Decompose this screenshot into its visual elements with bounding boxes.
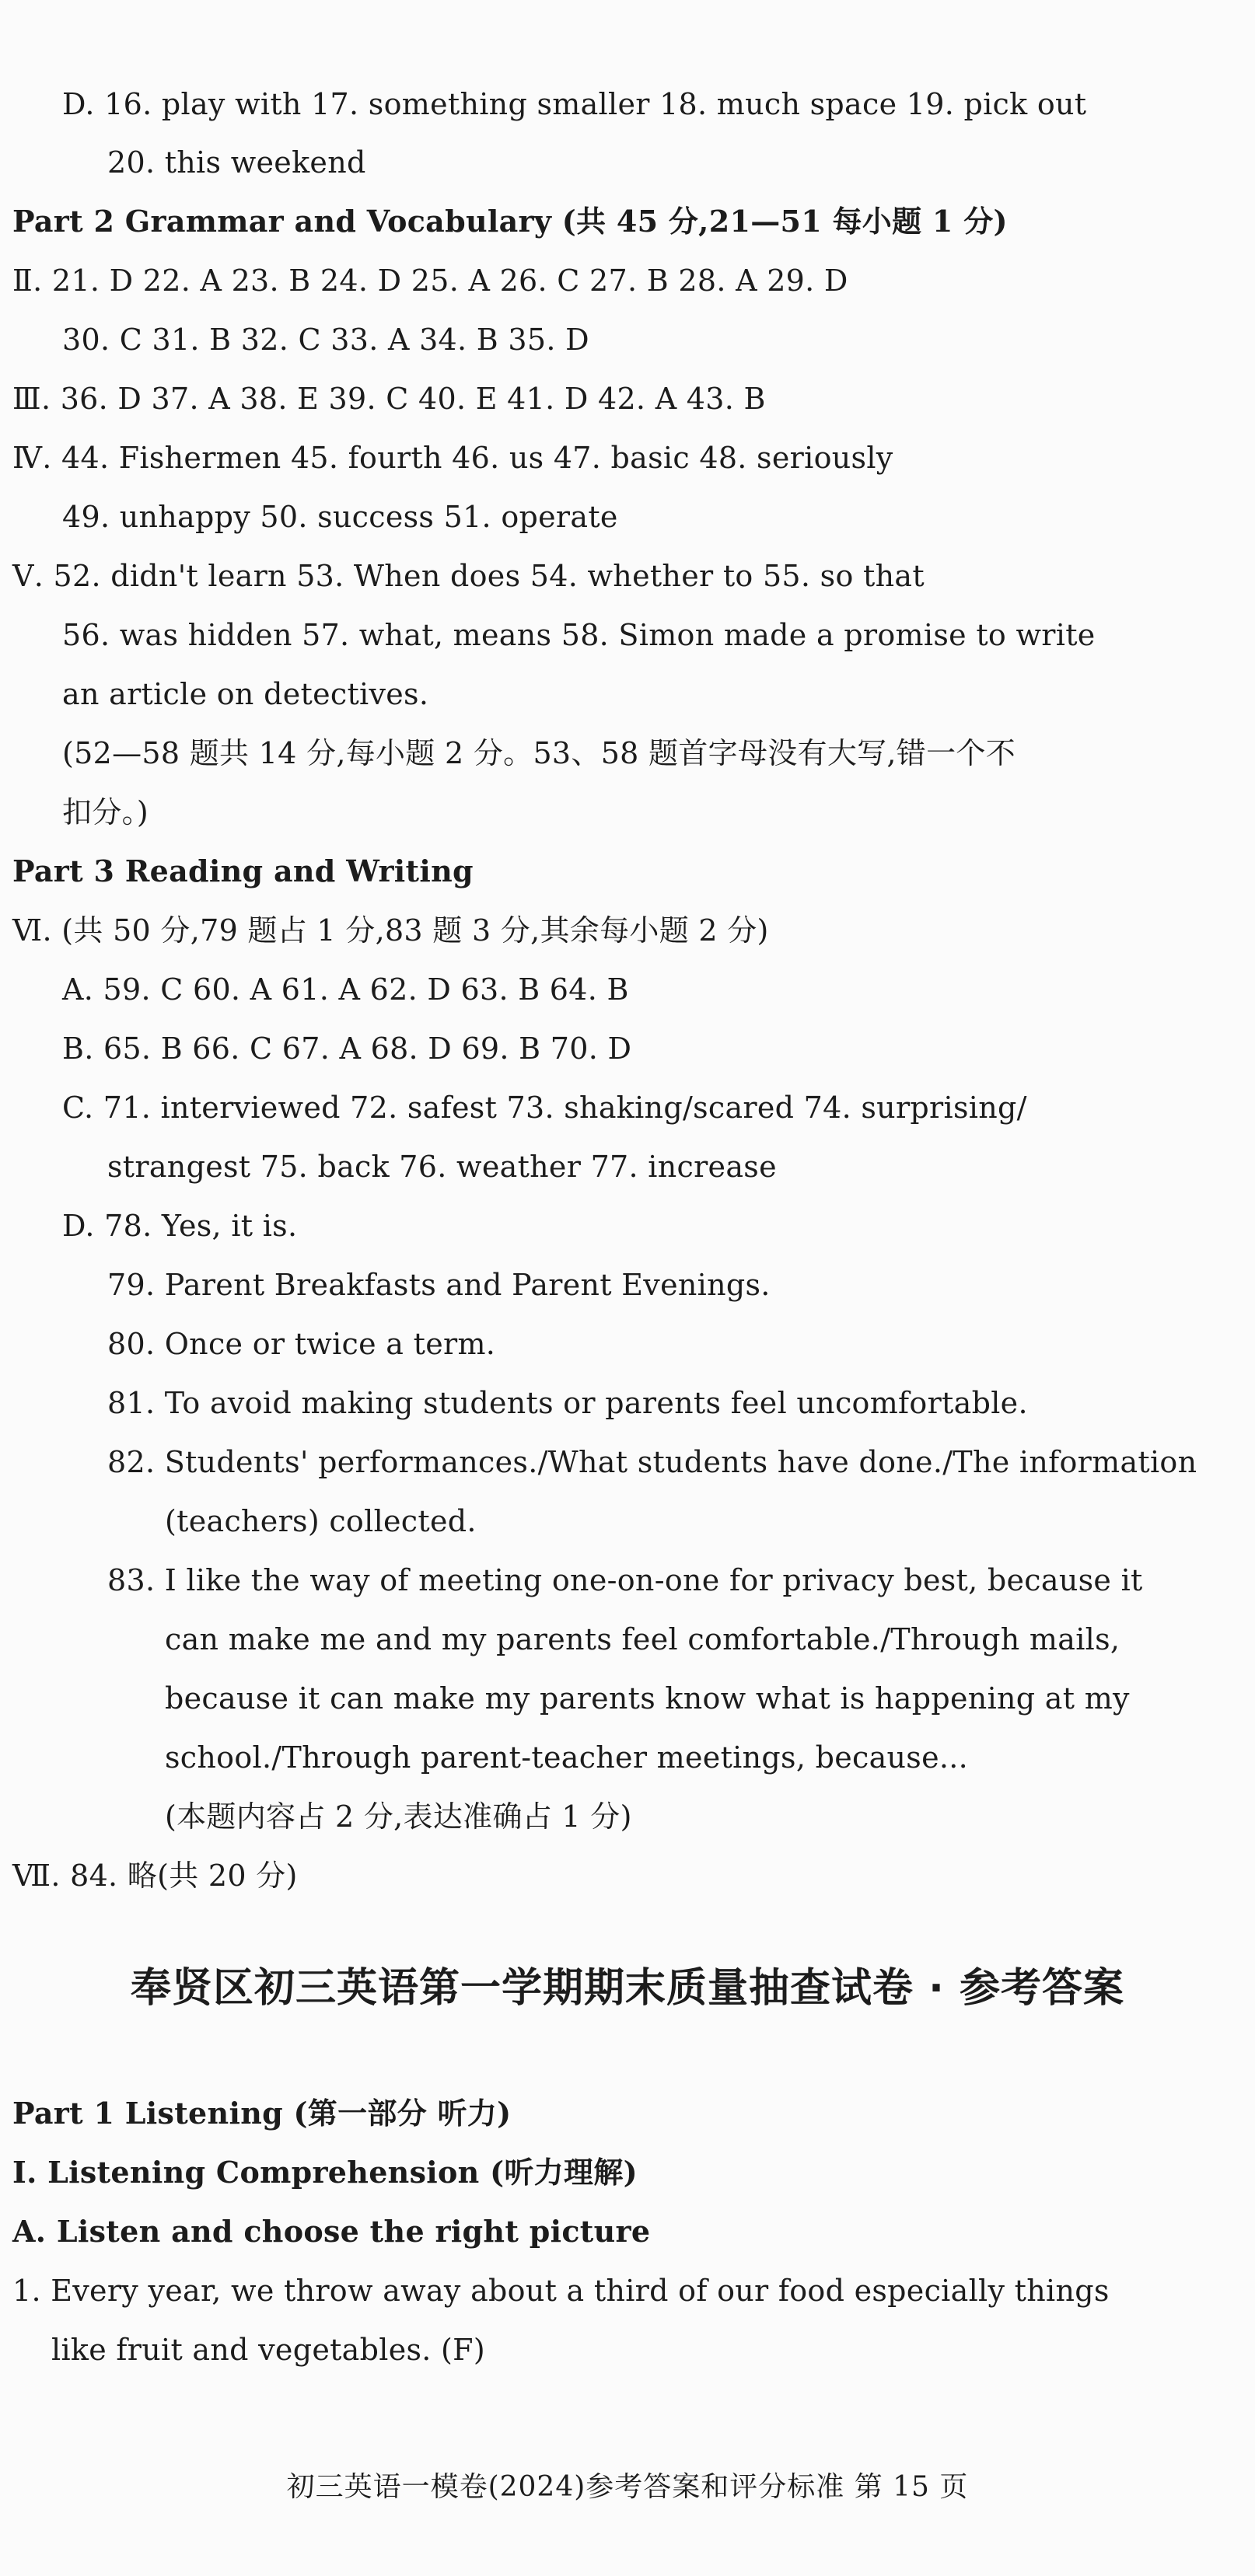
answer-line: 80. Once or twice a term. — [107, 1327, 496, 1361]
answer-line: Ⅱ. 21. D 22. A 23. B 24. D 25. A 26. C 27. B 28. A 29. D — [12, 264, 848, 298]
part-heading: Part 3 Reading and Writing — [12, 853, 474, 888]
answer-line: 82. Students' performances./What students have done./The information — [107, 1445, 1197, 1479]
answer-line: 30. C 31. B 32. C 33. A 34. B 35. D — [62, 323, 589, 357]
scoring-note: (本题内容占 2 分,表达准确占 1 分) — [165, 1799, 632, 1834]
section-heading: 奉贤区初三英语第一学期期末质量抽查试卷 · 参考答案 — [131, 1965, 1124, 2012]
answer-line: strangest 75. back 76. weather 77. increase — [107, 1150, 777, 1184]
scoring-note: (52—58 题共 14 分,每小题 2 分。53、58 题首字母没有大写,错一个不 — [62, 736, 1016, 770]
part-heading: Part 2 Grammar and Vocabulary (共 45 分,21—51 每小题 1 分) — [12, 204, 1008, 239]
answer-line: Ⅶ. 84. 略(共 20 分) — [12, 1859, 298, 1893]
section-subheading: Ⅰ. Listening Comprehension (听力理解) — [12, 2155, 638, 2190]
answer-line: Ⅳ. 44. Fishermen 45. fourth 46. us 47. basic 48. seriously — [12, 441, 893, 475]
transcript-line: like fruit and vegetables. (F) — [51, 2333, 485, 2367]
answer-line: Ⅵ. (共 50 分,79 题占 1 分,83 题 3 分,其余每小题 2 分) — [12, 913, 769, 948]
answer-line: because it can make my parents know what is happening at my — [165, 1681, 1130, 1716]
answer-line: Ⅴ. 52. didn't learn 53. When does 54. whether to 55. so that — [12, 559, 925, 593]
part-heading: Part 1 Listening (第一部分 听力) — [12, 2096, 512, 2131]
answer-line: 79. Parent Breakfasts and Parent Evenings. — [107, 1268, 771, 1302]
scoring-note: 扣分。) — [62, 795, 149, 829]
answer-line: (teachers) collected. — [165, 1504, 477, 1538]
answer-line: B. 65. B 66. C 67. A 68. D 69. B 70. D — [62, 1031, 632, 1066]
answer-line: 20. this weekend — [107, 145, 366, 180]
answer-line: 49. unhappy 50. success 51. operate — [62, 500, 618, 534]
answer-line: A. 59. C 60. A 61. A 62. D 63. B 64. B — [62, 972, 629, 1007]
answer-line: school./Through parent-teacher meetings, because... — [165, 1740, 969, 1775]
answer-line: an article on detectives. — [62, 677, 429, 711]
page-footer: 初三英语一模卷(2024)参考答案和评分标准 第 15 页 — [286, 2471, 969, 2503]
answer-line: 56. was hidden 57. what, means 58. Simon made a promise to write — [62, 618, 1096, 652]
answer-line: Ⅲ. 36. D 37. A 38. E 39. C 40. E 41. D 42. A 43. B — [12, 382, 766, 416]
answer-line: can make me and my parents feel comfortable./Through mails, — [165, 1622, 1120, 1656]
answer-line: C. 71. interviewed 72. safest 73. shaking/scared 74. surprising/ — [62, 1091, 1027, 1125]
answer-line: 83. I like the way of meeting one-on-one for privacy best, because it — [107, 1563, 1143, 1597]
answer-line: D. 78. Yes, it is. — [62, 1209, 298, 1243]
transcript-line: 1. Every year, we throw away about a third of our food especially things — [12, 2274, 1110, 2308]
answer-line: 81. To avoid making students or parents feel uncomfortable. — [107, 1386, 1028, 1420]
section-subheading: A. Listen and choose the right picture — [12, 2214, 651, 2249]
answer-line: D. 16. play with 17. something smaller 18. much space 19. pick out — [62, 87, 1087, 121]
